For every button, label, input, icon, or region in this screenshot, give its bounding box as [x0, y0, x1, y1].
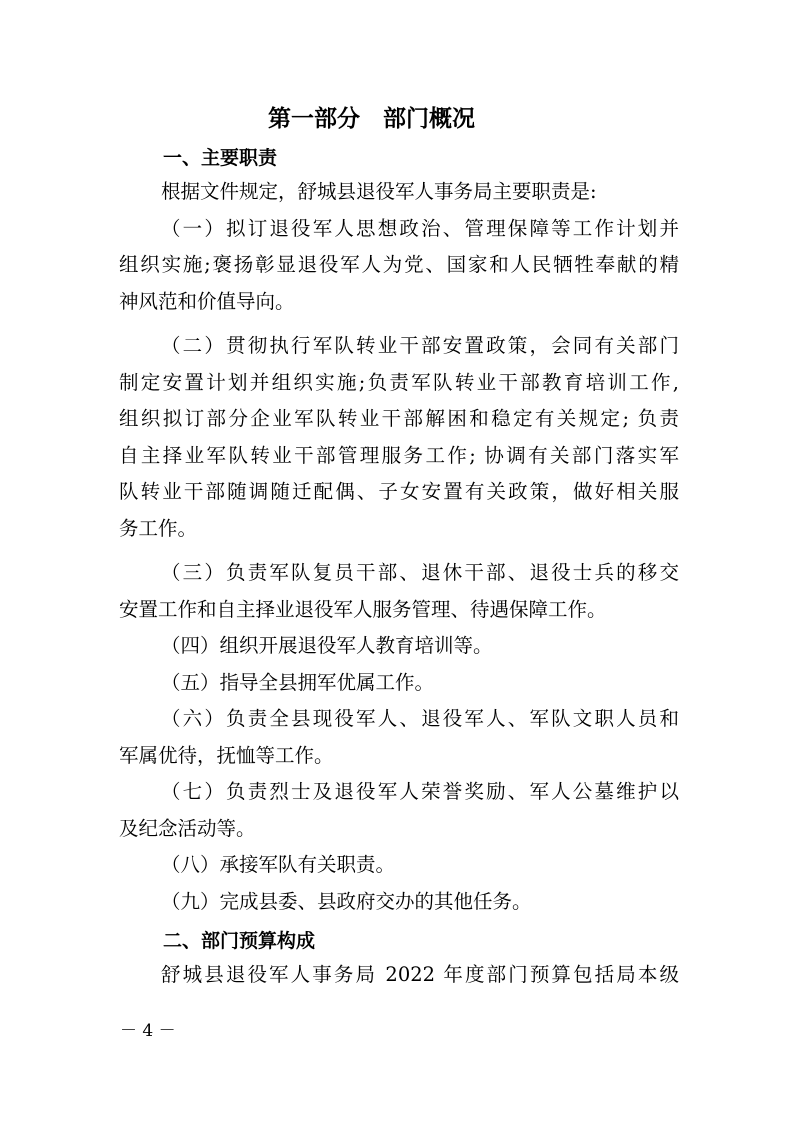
page-title: 第一部分 部门概况 — [268, 106, 475, 132]
duty-item-6-line: 军属优待，抚恤等工作。 — [119, 743, 334, 767]
duty-item-1-line: 组织实施;褒扬彰显退役军人为党、国家和人民牺牲奉献的精 — [119, 253, 679, 276]
intro-paragraph: 根据文件规定，舒城县退役军人事务局主要职责是: — [161, 180, 597, 203]
paragraph-gap — [119, 320, 679, 328]
budget-paragraph-line: 舒城县退役军人事务局 2022 年度部门预算包括局本级 — [161, 963, 679, 986]
duty-item-2-line: 制定安置计划并组织实施;负责军队转业干部教育培训工作, — [119, 370, 679, 394]
section-body-main-duties — [119, 174, 679, 920]
duty-item-2-line: （二）贯彻执行军队转业干部安置政策，会同有关部门 — [161, 334, 679, 357]
duty-item-4-line: （四）组织开展退役军人教育培训等。 — [161, 634, 493, 657]
section-body-budget-composition — [119, 957, 679, 994]
duty-item-2-line: 队转业干部随调随迁配偶、子女安置有关政策，做好相关服 — [119, 480, 679, 503]
duty-item-2-line: 组织拟订部分企业军队转业干部解困和稳定有关规定; 负责 — [119, 407, 679, 430]
duty-item-2-line: 自主择业军队转业干部管理服务工作; 协调有关部门落实军 — [119, 443, 679, 467]
duty-item-1-line: （一）拟订退役军人思想政治、管理保障等工作计划并 — [161, 216, 679, 240]
duty-item-9-line: （九）完成县委、县政府交办的其他任务。 — [161, 889, 532, 913]
section-heading-main-duties: 一、主要职责 — [163, 147, 278, 169]
paragraph-gap — [119, 547, 679, 555]
duty-item-1-line: 神风范和价值导向。 — [119, 289, 295, 313]
duty-item-8-line: （八）承接军队有关职责。 — [161, 853, 396, 876]
duty-item-2-line: 务工作。 — [119, 516, 198, 540]
duty-item-3-line: 安置工作和自主择业退役军人服务管理、待遇保障工作。 — [119, 597, 607, 621]
duty-item-7-line: 及纪念活动等。 — [119, 816, 256, 840]
duty-item-6-line: （六）负责全县现役军人、退役军人、军队文职人员和 — [161, 707, 679, 730]
section-heading-budget-composition: 二、部门预算构成 — [163, 930, 316, 952]
page-number: － 4 － — [120, 1021, 176, 1041]
duty-item-7-line: （七）负责烈士及退役军人荣誉奖励、军人公墓维护以 — [161, 780, 679, 803]
duty-item-3-line: （三）负责军队复员干部、退休干部、退役士兵的移交 — [161, 561, 679, 584]
duty-item-5-line: （五）指导全县拥军优属工作。 — [161, 670, 435, 694]
